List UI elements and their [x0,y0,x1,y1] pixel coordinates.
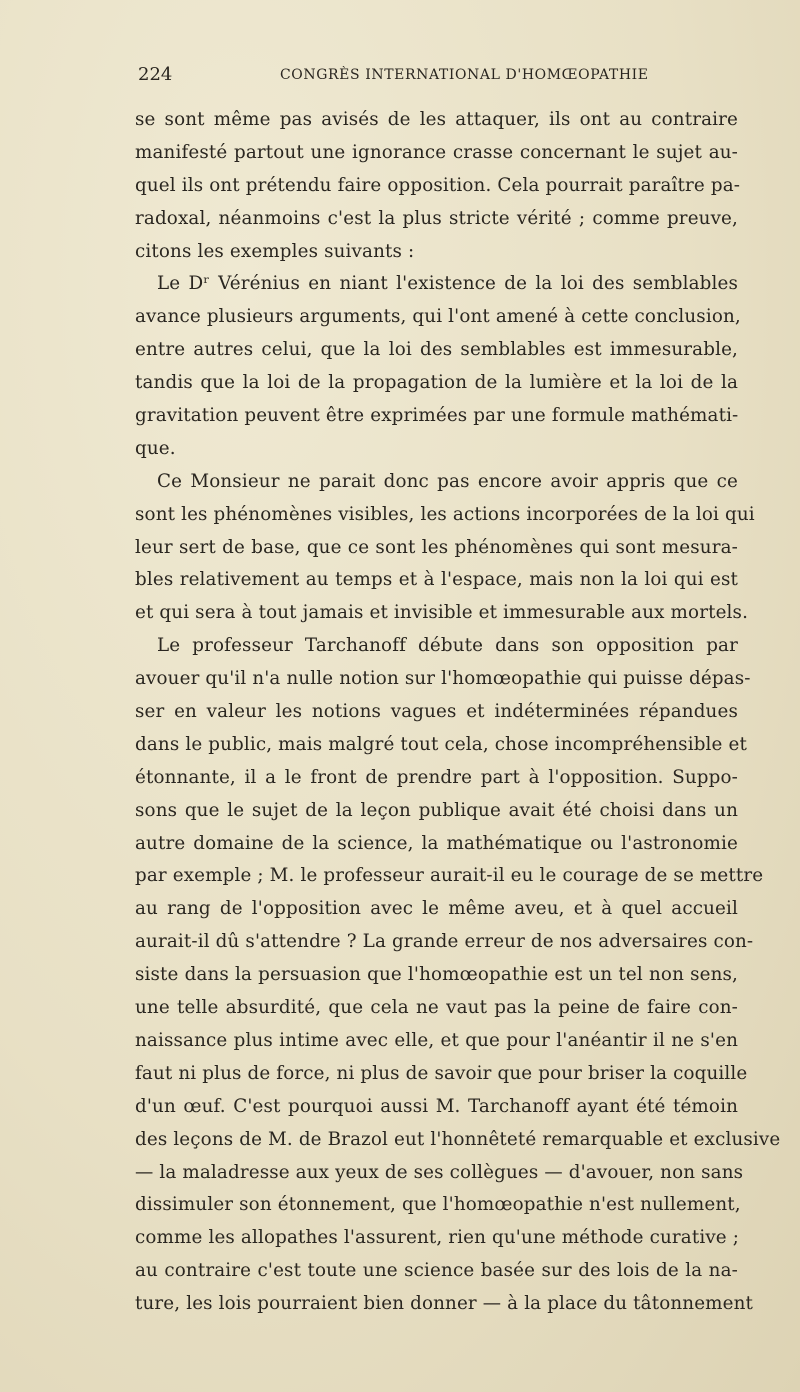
page-header [138,64,738,88]
text-line: sont les phénomènes visibles, les actions incorporées de la loi qui [135,503,755,525]
text-line: faut ni plus de force, ni plus de savoir que pour briser la coquille [135,1062,748,1084]
text-line: Le professeur Tarchanoff débute dans son opposition par [157,635,738,657]
text-line: étonnante, il a le front de prendre part à l'opposition. Suppo- [135,766,738,788]
text-line: dissimuler son étonnement, que l'homœopathie n'est nullement, [135,1194,741,1216]
text-line: d'un œuf. C'est pourquoi aussi M. Tarchanoff ayant été témoin [135,1095,738,1117]
text-line: naissance plus intime avec elle, et que pour l'anéantir il ne s'en [135,1029,738,1051]
body-text [135,104,781,1321]
text-line: Le Dʳ Vérénius en niant l'existence de la loi des semblables [157,273,738,295]
text-line: entre autres celui, que la loi des semblables est immesurable, [135,339,738,361]
text-line: comme les allopathes l'assurent, rien qu'une méthode curative ; [135,1227,740,1249]
text-line: manifesté partout une ignorance crasse concernant le sujet au- [135,141,738,163]
text-line: et qui sera à tout jamais et invisible et immesurable aux mortels. [135,602,749,624]
text-line: que. [135,437,176,459]
text-line: avance plusieurs arguments, qui l'ont amené à cette conclusion, [135,306,741,328]
text-line: Ce Monsieur ne parait donc pas encore avoir appris que ce [157,470,738,492]
text-line: — la maladresse aux yeux de ses collègues — d'avouer, non sans [135,1161,744,1183]
text-line: leur sert de base, que ce sont les phénomènes qui sont mesura- [135,536,738,558]
text-line: aurait-il dû s'attendre ? La grande erreur de nos adversaires con- [135,931,754,953]
page-number: 224 [138,64,173,85]
text-line: dans le public, mais malgré tout cela, chose incompréhensible et [135,733,747,755]
running-title: CONGRÈS INTERNATIONAL D'HOMŒOPATHIE [280,67,649,83]
text-line: tandis que la loi de la propagation de la lumière et la loi de la [135,372,738,394]
text-line: autre domaine de la science, la mathématique ou l'astronomie [135,832,738,854]
text-line: radoxal, néanmoins c'est la plus stricte vérité ; comme preuve, [135,207,738,229]
text-line: par exemple ; M. le professeur aurait-il eu le courage de se mettre [135,865,764,887]
text-line: quel ils ont prétendu faire opposition. Cela pourrait paraître pa- [135,174,741,196]
text-line: ser en valeur les notions vagues et indéterminées répandues [135,701,738,723]
text-line: sons que le sujet de la leçon publique avait été choisi dans un [135,799,738,821]
text-line: siste dans la persuasion que l'homœopathie est un tel non sens, [135,964,738,986]
text-line: au contraire c'est toute une science basée sur des lois de la na- [135,1260,738,1282]
text-line: ture, les lois pourraient bien donner — à la place du tâtonnement [135,1293,754,1315]
text-line: avouer qu'il n'a nulle notion sur l'homœopathie qui puisse dépas- [135,668,751,690]
text-line: citons les exemples suivants : [135,240,415,262]
text-line: se sont même pas avisés de les attaquer, ils ont au contraire [135,109,738,130]
text-line: une telle absurdité, que cela ne vaut pas la peine de faire con- [135,997,738,1019]
text-line: au rang de l'opposition avec le même aveu, et à quel accueil [135,898,738,920]
text-line: bles relativement au temps et à l'espace, mais non la loi qui est [135,569,738,591]
text-line: des leçons de M. de Brazol eut l'honnêteté remarquable et exclusive [135,1128,781,1150]
text-line: gravitation peuvent être exprimées par une formule mathémati- [135,405,739,427]
